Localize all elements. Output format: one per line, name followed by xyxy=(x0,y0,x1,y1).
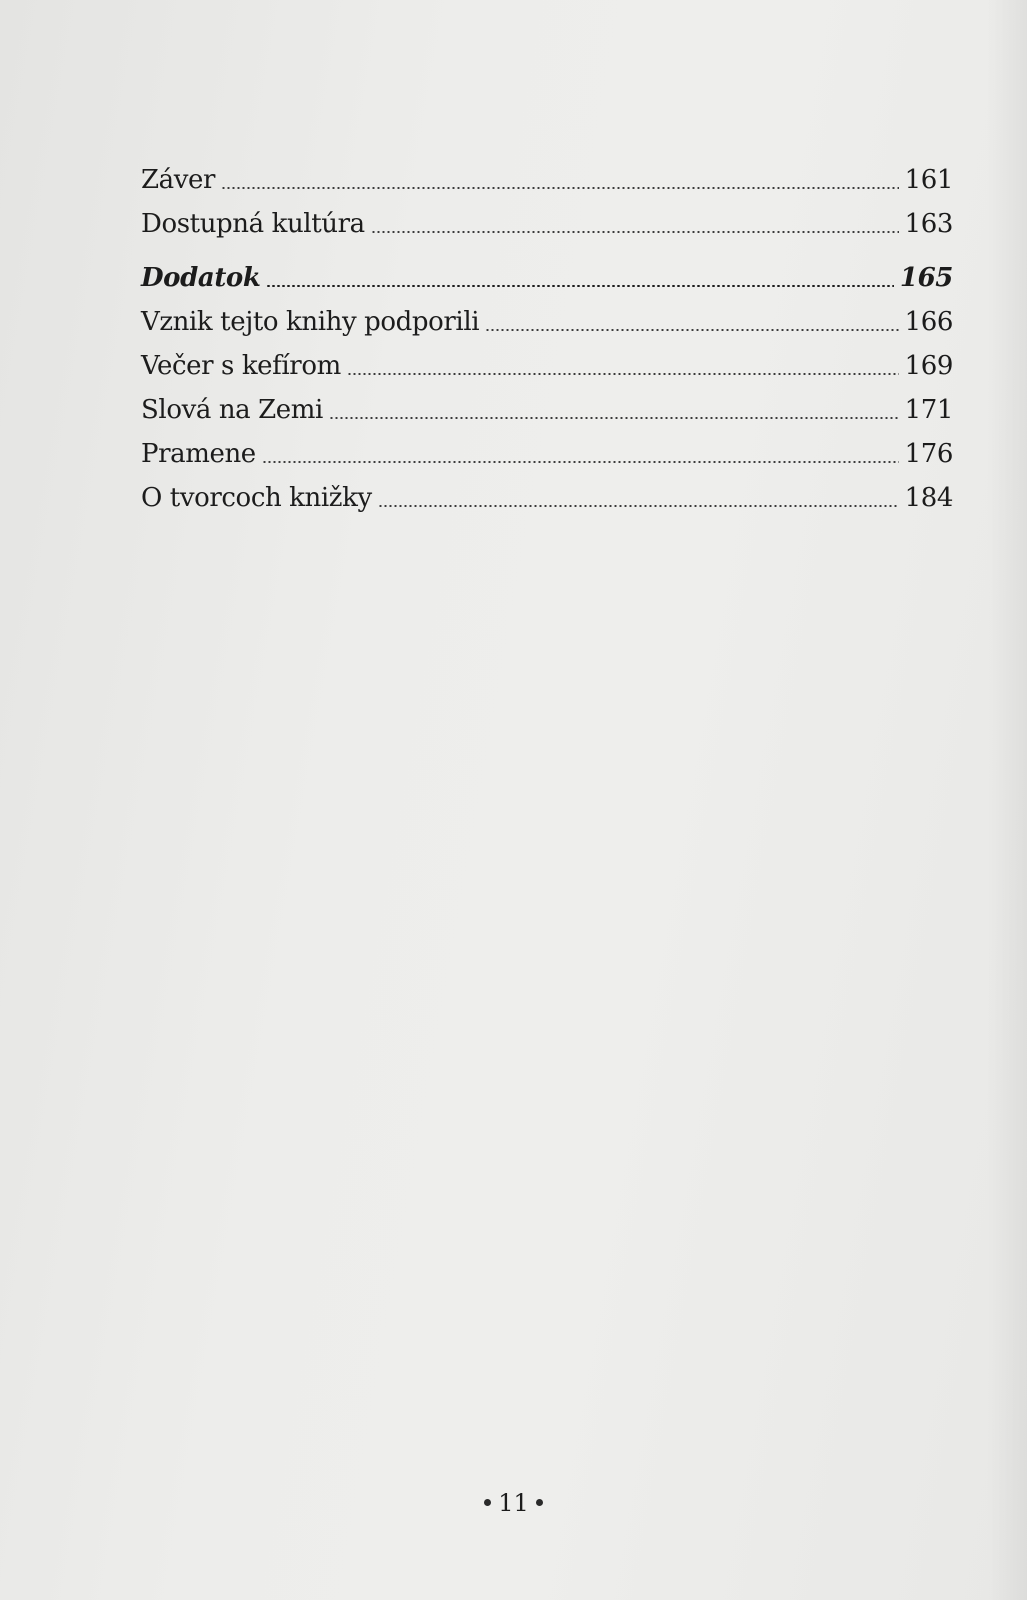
toc-entry-page: 176 xyxy=(904,439,953,469)
toc-entry-page: 171 xyxy=(904,395,953,425)
toc-entry-title: Slová na Zemi xyxy=(141,395,323,425)
toc-entry-title: Vznik tejto knihy podporili xyxy=(141,307,480,337)
dot-leader xyxy=(266,285,893,287)
toc-entry-page: 184 xyxy=(904,483,953,513)
toc-entry-title: Pramene xyxy=(141,439,256,469)
toc-entry xyxy=(141,158,953,202)
toc-entry-page: 165 xyxy=(899,263,953,293)
page-number-footer xyxy=(0,1488,1027,1518)
dot-leader xyxy=(221,187,898,189)
toc-entry xyxy=(141,432,953,476)
toc-entry-page: 169 xyxy=(904,351,953,381)
bullet-icon xyxy=(484,1499,491,1506)
toc-entry xyxy=(141,388,953,432)
toc-entry xyxy=(141,344,953,388)
page-number: 11 xyxy=(498,1489,529,1517)
bullet-icon xyxy=(536,1499,543,1506)
dot-leader xyxy=(329,417,899,419)
toc-entry-title: Záver xyxy=(141,165,216,195)
dot-leader xyxy=(378,505,899,507)
toc-entry-page: 163 xyxy=(904,209,953,239)
toc-entry xyxy=(141,300,953,344)
toc-entry-title: Dostupná kultúra xyxy=(141,209,365,239)
toc-entry-title: Večer s kefírom xyxy=(141,351,341,381)
toc-entry-page: 161 xyxy=(904,165,953,195)
toc-entry-title: Dodatok xyxy=(141,263,261,293)
dot-leader xyxy=(371,231,899,233)
dot-leader xyxy=(262,461,899,463)
toc-section-heading xyxy=(141,256,953,300)
page-edge-shadow xyxy=(987,0,1027,1600)
toc-entry xyxy=(141,202,953,246)
dot-leader xyxy=(347,373,899,375)
toc-entry xyxy=(141,476,953,520)
toc-entry-page: 166 xyxy=(904,307,953,337)
toc-entry-title: O tvorcoch knižky xyxy=(141,483,372,513)
dot-leader xyxy=(485,329,898,331)
table-of-contents xyxy=(141,158,953,520)
